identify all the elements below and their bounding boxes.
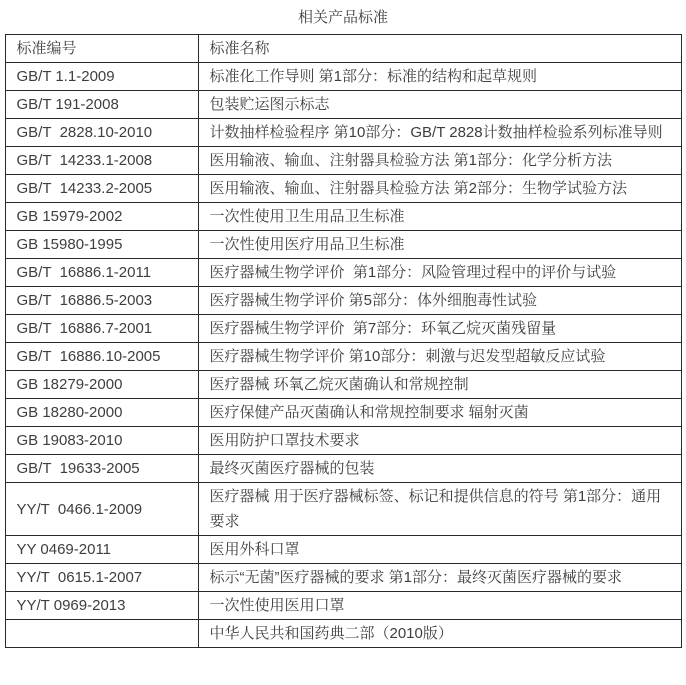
- standard-name-cell: 医用输液、输血、注射器具检验方法 第1部分：化学分析方法: [198, 147, 681, 175]
- standard-name-cell: 医用外科口罩: [198, 536, 681, 564]
- table-row: [5, 259, 681, 287]
- table-row: [5, 287, 681, 315]
- standard-code-cell: GB/T 14233.2-2005: [5, 175, 198, 203]
- standard-name-cell: 一次性使用医用口罩: [198, 592, 681, 620]
- standards-table: [5, 34, 682, 648]
- standard-code-cell: [5, 620, 198, 648]
- standard-name-cell: 一次性使用卫生用品卫生标准: [198, 203, 681, 231]
- table-row: [5, 427, 681, 455]
- table-row: [5, 147, 681, 175]
- standard-name-cell: 医疗器械生物学评价 第5部分：体外细胞毒性试验: [198, 287, 681, 315]
- standard-code-cell: GB/T 19633-2005: [5, 455, 198, 483]
- standard-code-cell: GB/T 16886.5-2003: [5, 287, 198, 315]
- table-row: [5, 343, 681, 371]
- standard-code-cell: YY/T 0969-2013: [5, 592, 198, 620]
- standards-table-header: [5, 35, 681, 63]
- table-row: [5, 119, 681, 147]
- standard-name-cell: 医疗器械生物学评价 第1部分：风险管理过程中的评价与试验: [198, 259, 681, 287]
- table-row: [5, 620, 681, 648]
- standard-name-cell: 医疗保健产品灭菌确认和常规控制要求 辐射灭菌: [198, 399, 681, 427]
- standard-code-cell: GB 18279-2000: [5, 371, 198, 399]
- standard-name-cell: 中华人民共和国药典二部（2010版）: [198, 620, 681, 648]
- table-row: [5, 455, 681, 483]
- standard-name-cell: 医疗器械生物学评价 第10部分：刺激与迟发型超敏反应试验: [198, 343, 681, 371]
- standard-name-cell: 医疗器械 用于医疗器械标签、标记和提供信息的符号 第1部分：通用要求: [198, 483, 681, 536]
- standard-name-cell: 医疗器械 环氧乙烷灭菌确认和常规控制: [198, 371, 681, 399]
- standard-code-cell: GB 15980-1995: [5, 231, 198, 259]
- table-row: [5, 592, 681, 620]
- standard-code-cell: GB 19083-2010: [5, 427, 198, 455]
- standard-code-cell: YY 0469-2011: [5, 536, 198, 564]
- standard-code-cell: GB 18280-2000: [5, 399, 198, 427]
- page-title: 相关产品标准: [297, 9, 388, 26]
- table-row: [5, 483, 681, 536]
- standard-name-cell: 计数抽样检验程序 第10部分：GB/T 2828计数抽样检验系列标准导则: [198, 119, 681, 147]
- table-row: [5, 371, 681, 399]
- header-row: [5, 35, 681, 63]
- standard-code-cell: GB 15979-2002: [5, 203, 198, 231]
- standard-name-cell: 最终灭菌医疗器械的包装: [198, 455, 681, 483]
- table-row: [5, 231, 681, 259]
- standard-code-cell: GB/T 1.1-2009: [5, 63, 198, 91]
- standard-code-cell: YY/T 0466.1-2009: [5, 483, 198, 536]
- standard-name-cell: 医用输液、输血、注射器具检验方法 第2部分：生物学试验方法: [198, 175, 681, 203]
- table-row: [5, 399, 681, 427]
- standard-name-cell: 标示“无菌”医疗器械的要求 第1部分：最终灭菌医疗器械的要求: [198, 564, 681, 592]
- table-row: [5, 536, 681, 564]
- table-row: [5, 203, 681, 231]
- standard-code-cell: GB/T 16886.1-2011: [5, 259, 198, 287]
- standard-code-cell: GB/T 16886.10-2005: [5, 343, 198, 371]
- standard-code-cell: GB/T 191-2008: [5, 91, 198, 119]
- standard-name-cell: 医疗器械生物学评价 第7部分：环氧乙烷灭菌残留量: [198, 315, 681, 343]
- standard-code-cell: GB/T 14233.1-2008: [5, 147, 198, 175]
- standard-code-cell: GB/T 2828.10-2010: [5, 119, 198, 147]
- column-header-standard-code: 标准编号: [5, 35, 198, 63]
- standard-name-cell: 一次性使用医疗用品卫生标准: [198, 231, 681, 259]
- standard-name-cell: 包装贮运图示标志: [198, 91, 681, 119]
- table-row: [5, 315, 681, 343]
- standard-code-cell: GB/T 16886.7-2001: [5, 315, 198, 343]
- table-row: [5, 63, 681, 91]
- standards-table-body: [5, 63, 681, 648]
- standard-name-cell: 标准化工作导则 第1部分：标准的结构和起草规则: [198, 63, 681, 91]
- column-header-standard-name: 标准名称: [198, 35, 681, 63]
- table-row: [5, 175, 681, 203]
- table-row: [5, 91, 681, 119]
- standard-code-cell: YY/T 0615.1-2007: [5, 564, 198, 592]
- table-row: [5, 564, 681, 592]
- standard-name-cell: 医用防护口罩技术要求: [198, 427, 681, 455]
